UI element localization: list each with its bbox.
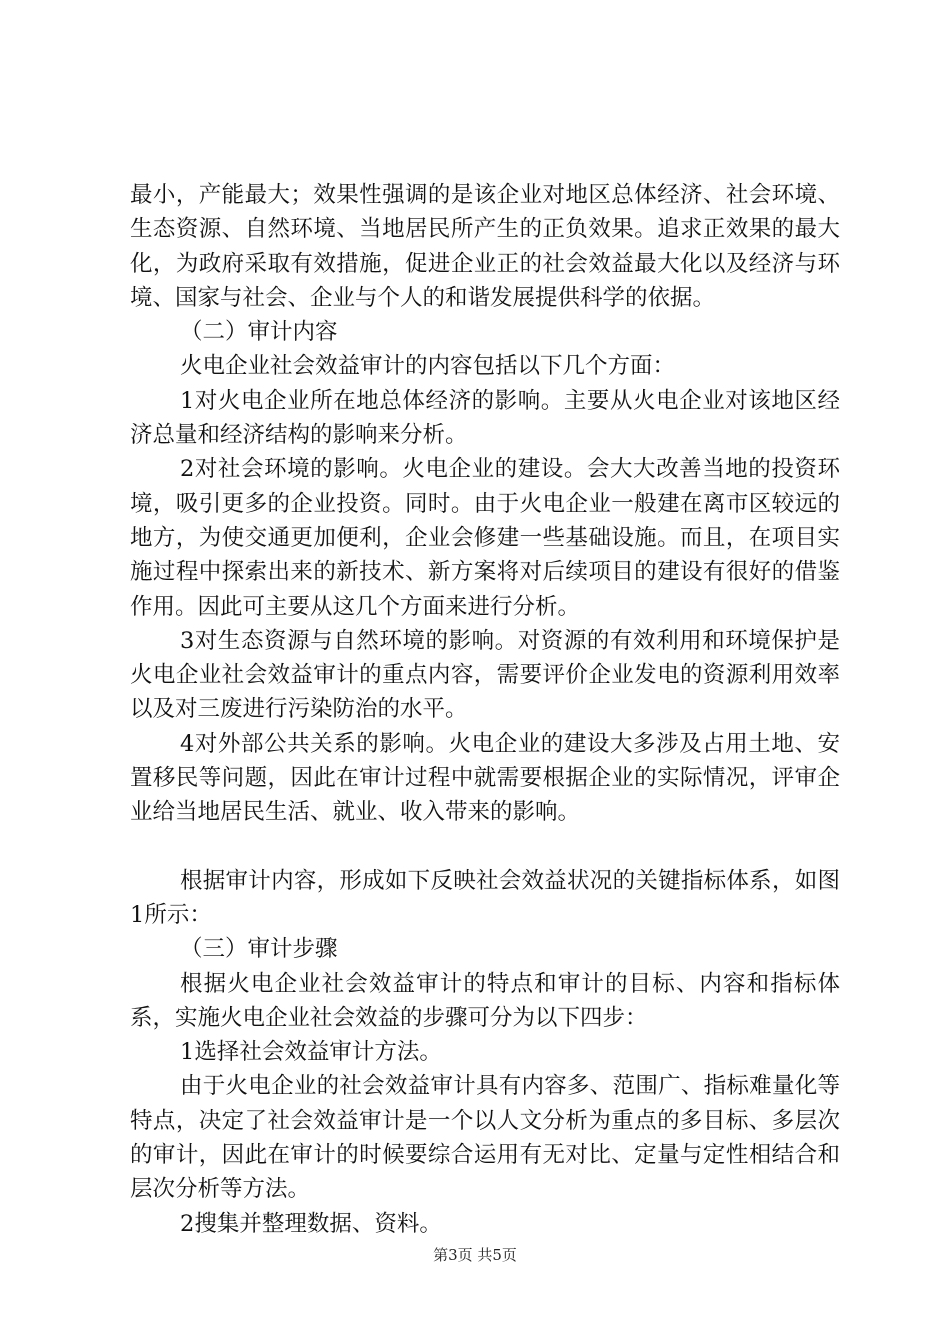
step-item-choose-method: 1选择社会效益审计方法。 xyxy=(180,1039,442,1066)
section-heading-audit-content: （二）审计内容 xyxy=(180,319,338,346)
paragraph-method-explanation: 由于火电企业的社会效益审计具有内容多、范围广、指标难量化等特点，决定了社会效益审计是一个以人文分析为重点的多目标、多层次的审计，因此在审计的时候要综合运用有无对比、定量与定性相结合和层次分析等方法。 xyxy=(130,1073,840,1203)
list-item-social-environment-impact: 2对社会环境的影响。火电企业的建设。会大大改善当地的投资环境，吸引更多的企业投资。同时。由于火电企业一般建在离市区较远的地方，为使交通更加便利，企业会修建一些基础设施。而且，在项目实施过程中探索出来的新技术、新方案将对后续项目的建设有很好的借鉴作用。因此可主要从这几个方面来进行分析。 xyxy=(130,456,840,620)
paragraph-continuation: 最小，产能最大；效果性强调的是该企业对地区总体经济、社会环境、生态资源、自然环境、当地居民所产生的正负效果。追求正效果的最大化，为政府采取有效措施，促进企业正的社会效益最大化以及经济与环境、国家与社会、企业与个人的和谐发展提供科学的依据。 xyxy=(130,182,840,311)
document-body xyxy=(130,178,840,1241)
paragraph-content-intro: 火电企业社会效益审计的内容包括以下几个方面： xyxy=(180,353,676,380)
paragraph-indicator-system: 根据审计内容，形成如下反映社会效益状况的关键指标体系，如图1所示： xyxy=(130,867,840,928)
list-item-economy-impact: 1对火电企业所在地总体经济的影响。主要从火电企业对该地区经济总量和经济结构的影响来分析。 xyxy=(130,387,840,449)
section-heading-audit-steps: （三）审计步骤 xyxy=(180,936,338,963)
list-item-ecology-impact: 3对生态资源与自然环境的影响。对资源的有效利用和环境保护是火电企业社会效益审计的重点内容，需要评价企业发电的资源利用效率以及对三废进行污染防治的水平。 xyxy=(130,627,840,723)
list-item-public-relations-impact: 4对外部公共关系的影响。火电企业的建设大多涉及占用土地、安置移民等问题，因此在审计过程中就需要根据企业的实际情况，评审企业给当地居民生活、就业、收入带来的影响。 xyxy=(130,730,840,826)
step-item-collect-data: 2搜集并整理数据、资料。 xyxy=(180,1210,442,1237)
paragraph-steps-intro: 根据火电企业社会效益审计的特点和审计的目标、内容和指标体系，实施火电企业社会效益的步骤可分为以下四步： xyxy=(130,970,840,1031)
page-number-footer: 第3页 共5页 xyxy=(433,1246,517,1264)
